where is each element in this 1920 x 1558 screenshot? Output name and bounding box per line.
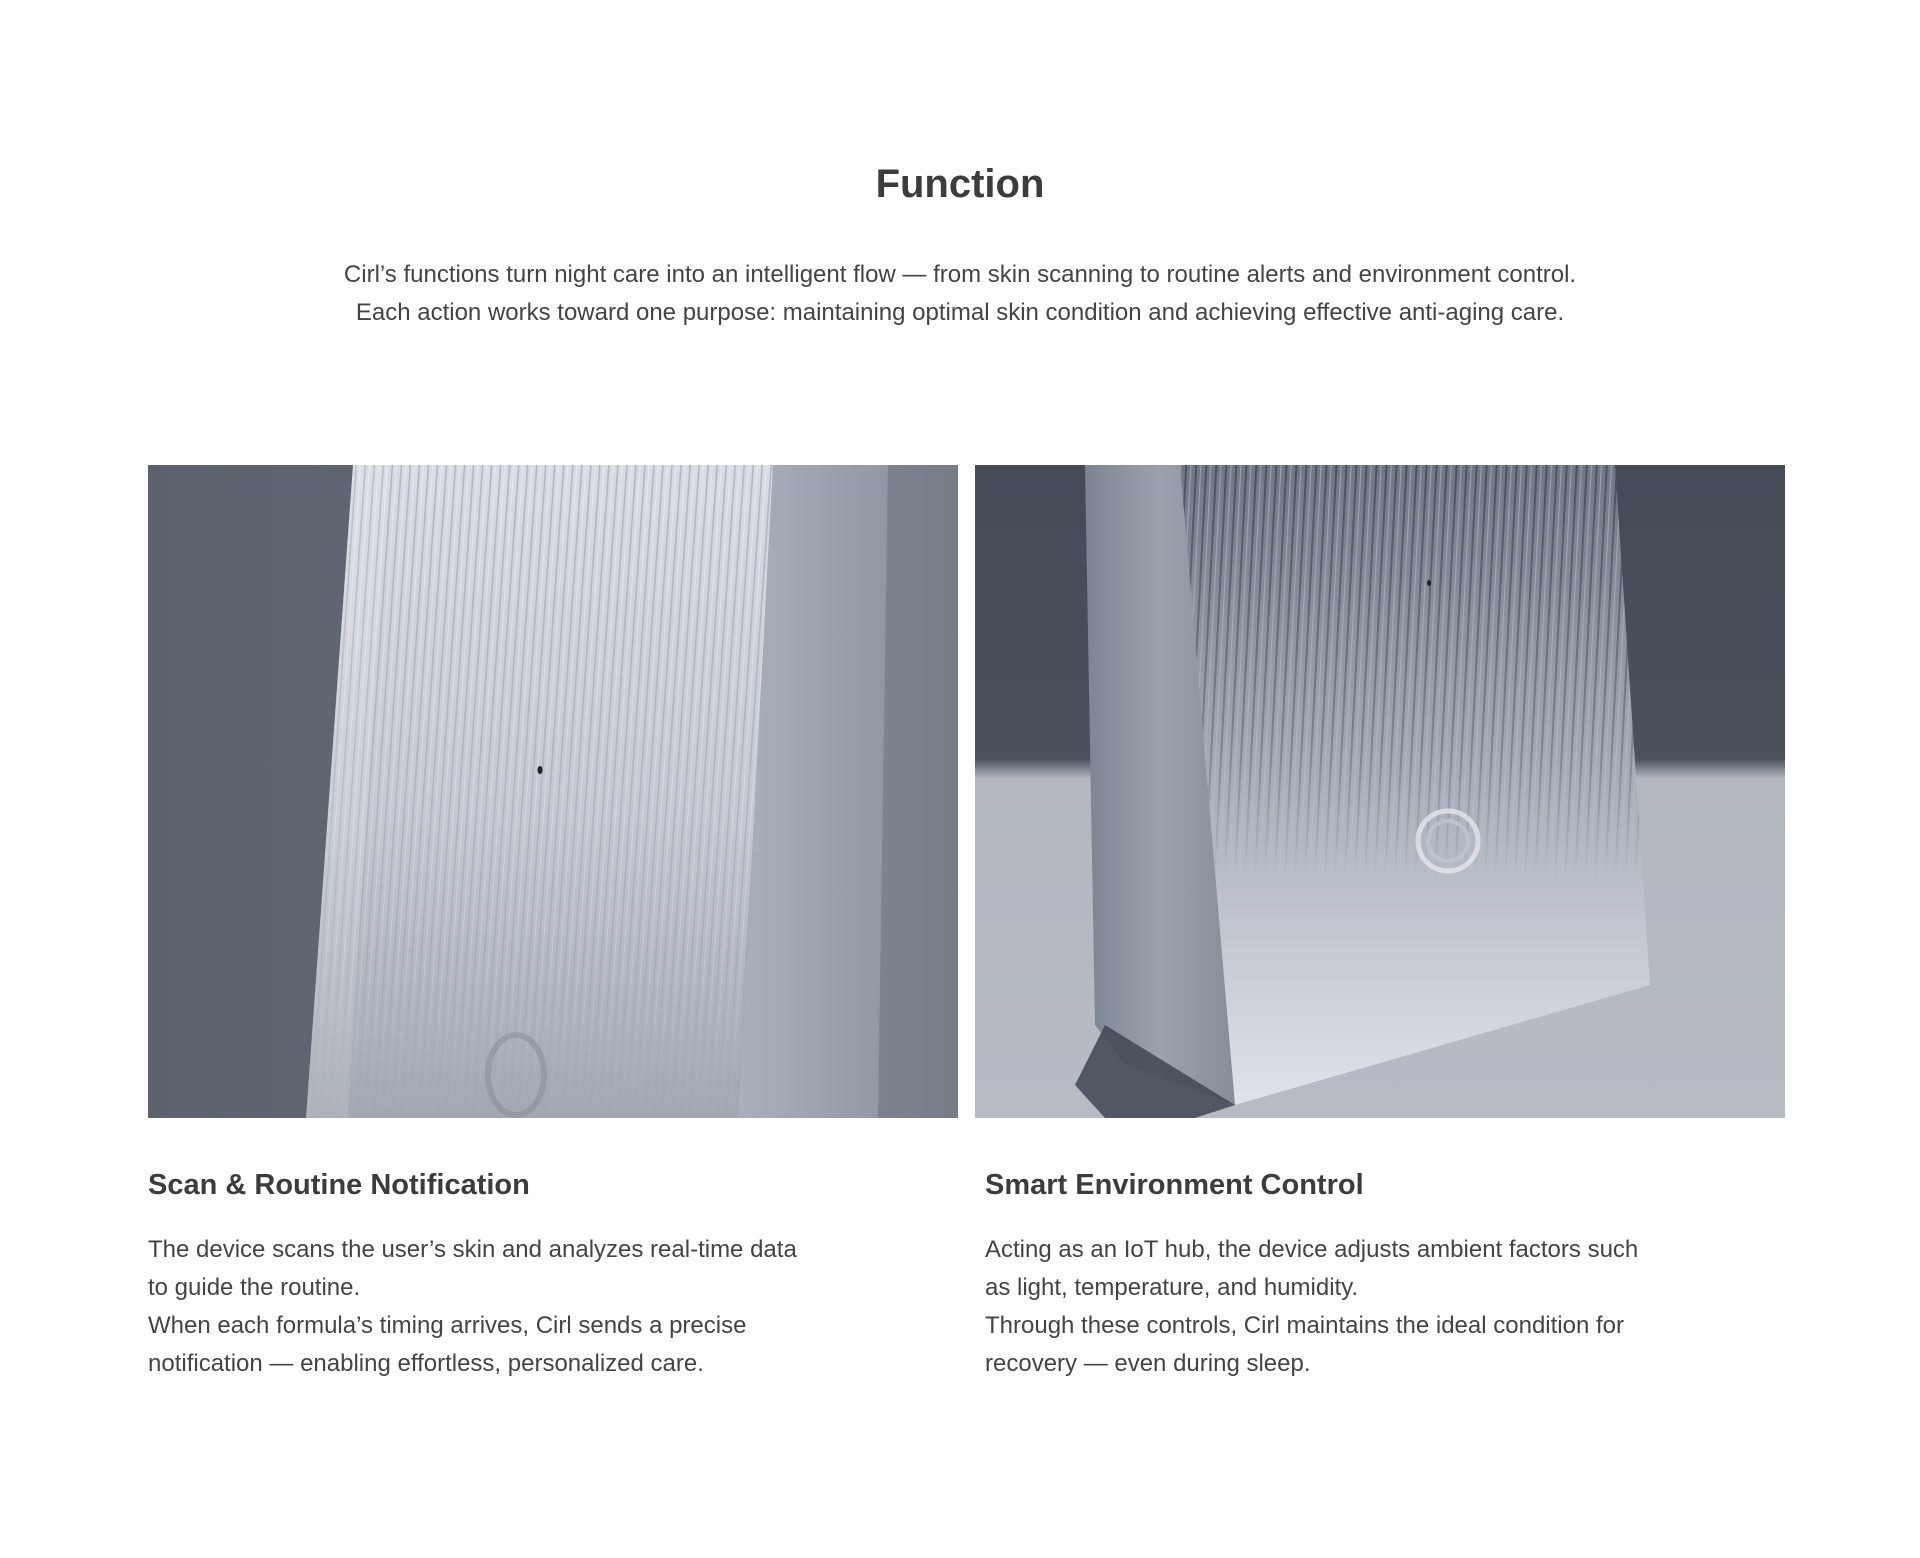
card-body-line: notification — enabling effortless, personalized care. <box>148 1350 704 1377</box>
device-angled-photo <box>975 465 1785 1118</box>
card-body-line: Through these controls, Cirl maintains the ideal condition for <box>985 1312 1624 1339</box>
card-body-scan <box>148 1231 868 1383</box>
card-body-line: Acting as an IoT hub, the device adjusts ambient factors such <box>985 1236 1639 1263</box>
card-title-scan: Scan & Routine Notification <box>148 1169 530 1201</box>
card-body-line: recovery — even during sleep. <box>985 1350 1311 1377</box>
section-title: Function <box>875 162 1045 206</box>
intro-line: Cirl’s functions turn night care into an intelligent flow — from skin scanning to routine alerts and environment control. <box>343 261 1577 288</box>
card-body-environment <box>985 1231 1705 1383</box>
section-intro <box>0 256 1920 332</box>
intro-line: Each action works toward one purpose: maintaining optimal skin condition and achieving effective anti-aging care. <box>355 299 1565 326</box>
card-body-line: as light, temperature, and humidity. <box>985 1274 1359 1301</box>
card-body-line: to guide the routine. <box>148 1274 361 1301</box>
device-closeup-photo <box>148 465 958 1118</box>
card-title-environment: Smart Environment Control <box>985 1169 1364 1201</box>
card-body-line: When each formula’s timing arrives, Cirl sends a precise <box>148 1312 747 1339</box>
card-body-line: The device scans the user’s skin and analyzes real-time data <box>148 1236 797 1263</box>
